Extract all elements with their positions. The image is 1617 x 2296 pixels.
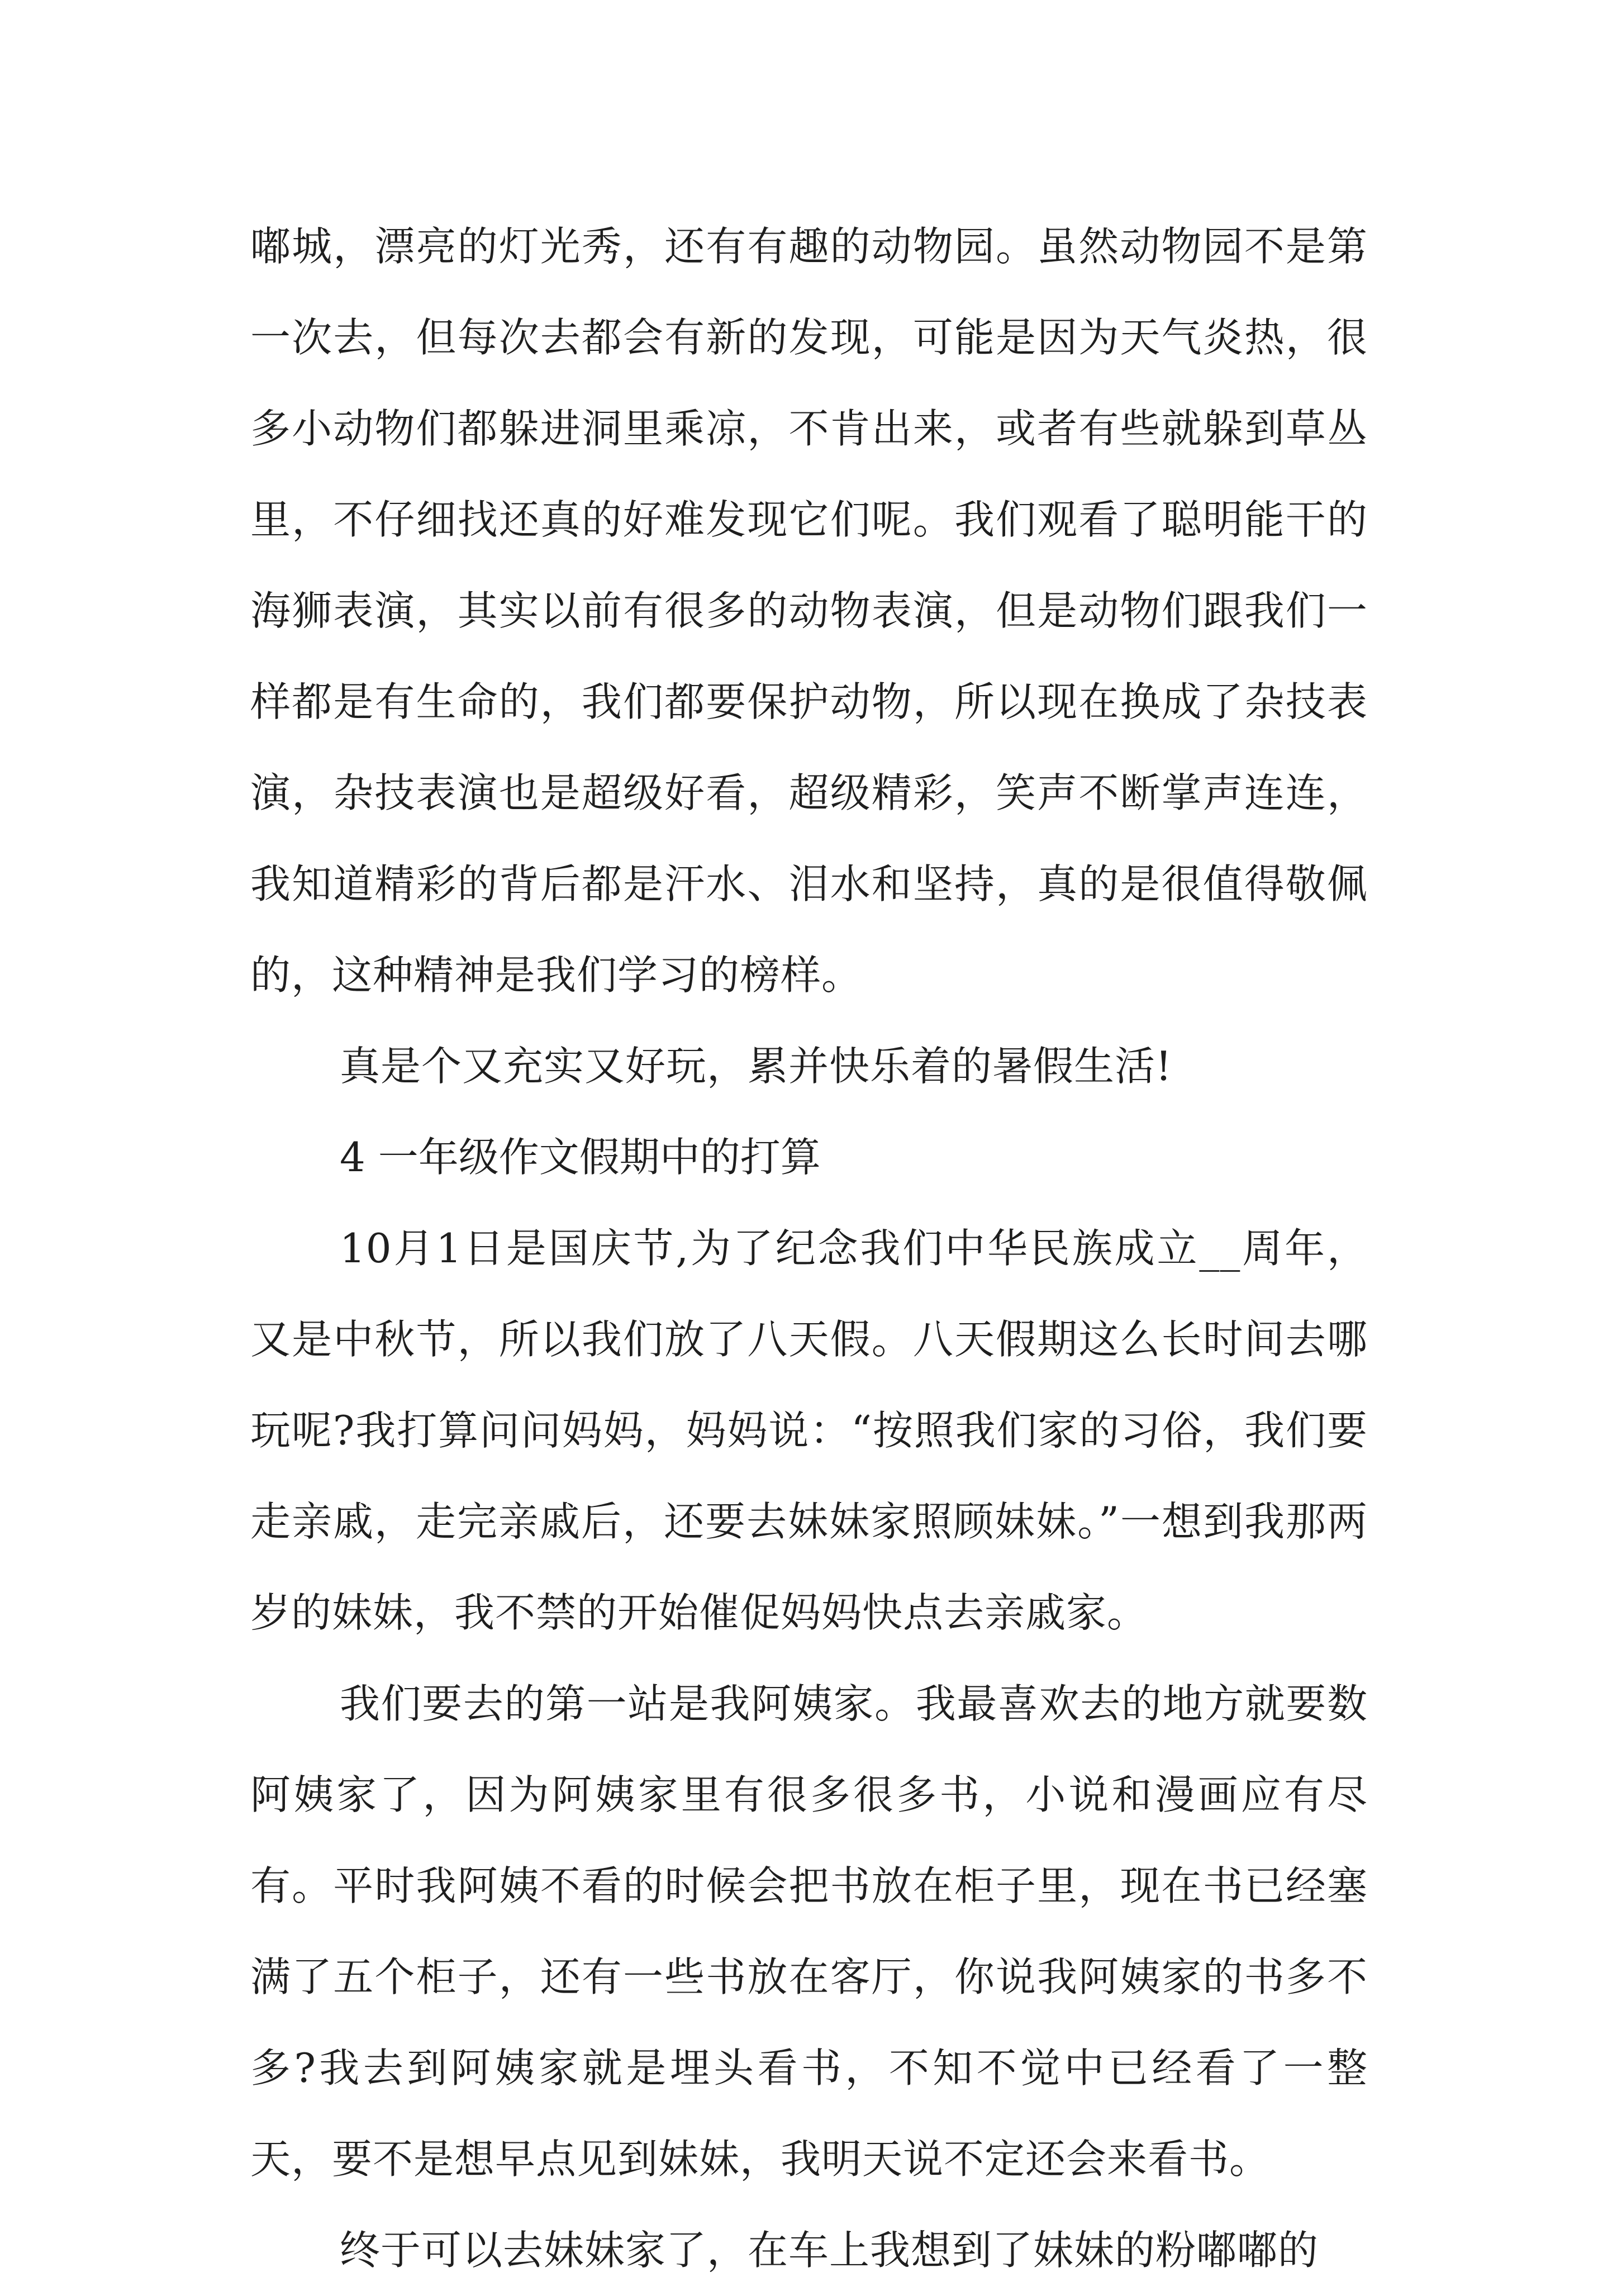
essay-heading: 4 一年级作文假期中的打算	[340, 1134, 821, 1181]
paragraph-summer-summary: 真是个又充实又好玩，累并快乐着的暑假生活!	[340, 1043, 1172, 1090]
paragraph-national-day: 10月1日是国庆节,为了纪念我们中华民族成立__周年，又是中秋节，所以我们放了八天假。八天假期这么长时间去哪玩呢?我打算问问妈妈，妈妈说：“按照我们家的习俗，我们要走亲戚，走完亲戚后，还要去妹妹家照顾妹妹。”一想到我那两岁的妹妹，我不禁的开始催促妈妈快点去亲戚家。	[250, 1225, 1368, 1636]
paragraph-aunt-house: 我们要去的第一站是我阿姨家。我最喜欢去的地方就要数阿姨家了，因为阿姨家里有很多很多书，小说和漫画应有尽有。平时我阿姨不看的时候会把书放在柜子里，现在书已经塞满了五个柜子，还有一些书放在客厅，你说我阿姨家的书多不多?我去到阿姨家就是埋头看书，不知不觉中已经看了一整天，要不是想早点见到妹妹，我明天说不定还会来看书。	[250, 1680, 1368, 2183]
document-page	[250, 201, 1368, 2296]
paragraph-sister-house: 终于可以去妹妹家了，在车上我想到了妹妹的粉嘟嘟的	[340, 2227, 1319, 2274]
paragraph-zoo-visit: 嘟城，漂亮的灯光秀，还有有趣的动物园。虽然动物园不是第一次去，但每次去都会有新的发现，可能是因为天气炎热，很多小动物们都躲进洞里乘凉，不肯出来，或者有些就躲到草丛里，不仔细找还真的好难发现它们呢。我们观看了聪明能干的海狮表演，其实以前有很多的动物表演，但是动物们跟我们一样都是有生命的，我们都要保护动物，所以现在换成了杂技表演，杂技表演也是超级好看，超级精彩，笑声不断掌声连连，我知道精彩的背后都是汗水、泪水和坚持，真的是很值得敬佩的，这种精神是我们学习的榜样。	[250, 223, 1368, 999]
